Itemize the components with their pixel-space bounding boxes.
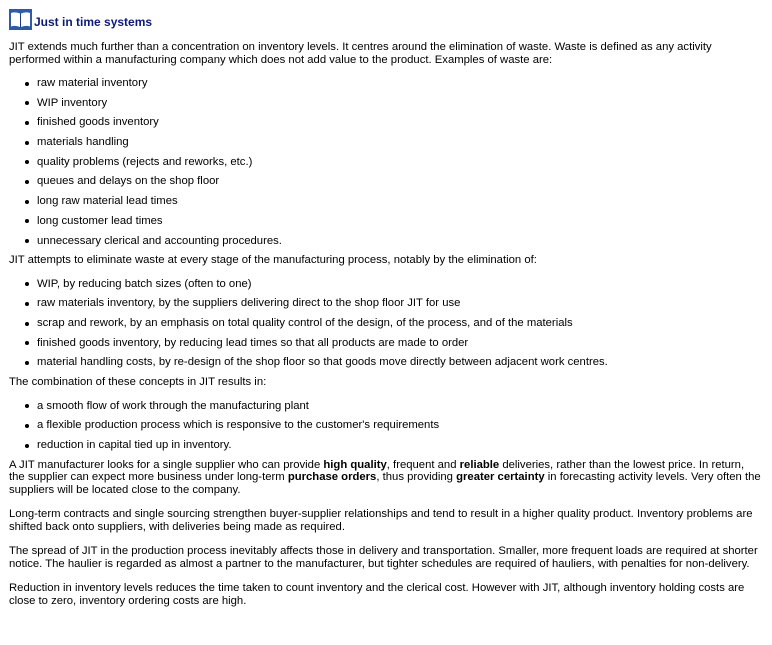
- results-list: [9, 400, 761, 452]
- intro-paragraph: JIT extends much further than a concentration on inventory levels. It centres around the elimination of waste. Waste is defined as any activity performed within a manufacturing company which does not add value to the product. Examples of waste are:: [9, 41, 712, 66]
- contracts-paragraph: Long-term contracts and single sourcing strengthen buyer-supplier relationships and tend to result in a higher quality product. Inventory problems are shifted back onto suppliers, with deliveries being made as required.: [9, 508, 753, 533]
- list-item: material handling costs, by re-design of the shop floor so that goods move directly between adjacent work centres.: [9, 356, 761, 369]
- list-item: materials handling: [9, 136, 761, 149]
- list-item: raw materials inventory, by the suppliers delivering direct to the shop floor JIT for use: [9, 297, 761, 310]
- list-item: a smooth flow of work through the manufacturing plant: [9, 400, 761, 413]
- document-body: [9, 41, 761, 607]
- list-item: reduction in capital tied up in inventory.: [9, 439, 761, 452]
- list-item: WIP inventory: [9, 97, 761, 110]
- inventory-paragraph: Reduction in inventory levels reduces the time taken to count inventory and the clerical cost. However with JIT, although inventory holding costs are close to zero, inventory ordering costs are high.: [9, 582, 745, 607]
- bold-greater-certainty: greater certainty: [456, 471, 545, 484]
- list-item: scrap and rework, by an emphasis on total quality control of the design, of the process, and of the materials: [9, 317, 761, 330]
- results-intro-paragraph: The combination of these concepts in JIT results in:: [9, 376, 267, 389]
- supplier-paragraph: A JIT manufacturer looks for a single supplier who can provide high quality, frequent and reliable deliveries, rather than the lowest price. In return, the supplier can expect more business under long-term purchase orders, thus providing greater certainty in forecasting activity levels. Very often the suppliers will be located close to the company.: [9, 458, 761, 496]
- transport-paragraph: The spread of JIT in the production process inevitably affects those in delivery and transportation. Smaller, more frequent loads are required at shorter notice. The haulier is regarded as almost a partner to the manufacturer, but tighter schedules are required of hauliers, with penalties for non-delivery.: [9, 545, 758, 570]
- elimination-list: [9, 278, 761, 369]
- list-item: WIP, by reducing batch sizes (often to one): [9, 278, 761, 291]
- list-item: a flexible production process which is responsive to the customer's requirements: [9, 419, 761, 432]
- page-title: Just in time systems: [34, 15, 153, 29]
- open-book-icon: [9, 9, 32, 30]
- bold-purchase-orders: purchase orders: [287, 471, 377, 484]
- elimination-intro-paragraph: JIT attempts to eliminate waste at every stage of the manufacturing process, notably by the elimination of:: [9, 254, 537, 267]
- list-item: queues and delays on the shop floor: [9, 175, 761, 188]
- list-item: finished goods inventory: [9, 116, 761, 129]
- bold-high-quality: high quality: [323, 458, 387, 471]
- list-item: quality problems (rejects and reworks, etc.): [9, 156, 761, 169]
- list-item: long raw material lead times: [9, 195, 761, 208]
- list-item: long customer lead times: [9, 215, 761, 228]
- list-item: unnecessary clerical and accounting procedures.: [9, 235, 761, 248]
- section-heading: [9, 6, 152, 30]
- waste-examples-list: [9, 77, 761, 247]
- list-item: finished goods inventory, by reducing lead times so that all products are made to order: [9, 337, 761, 350]
- list-item: raw material inventory: [9, 77, 761, 90]
- bold-reliable: reliable: [459, 458, 500, 471]
